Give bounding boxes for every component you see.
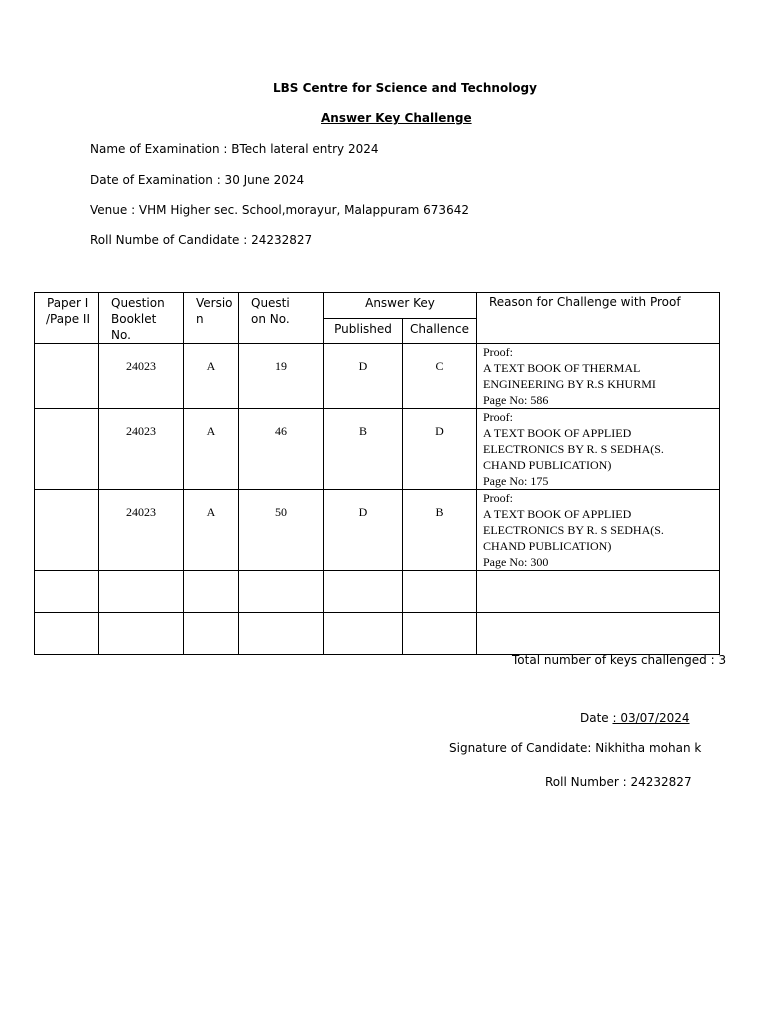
- header-question: Questi on No.: [239, 293, 324, 344]
- proof-cell: Proof: A TEXT BOOK OF THERMAL ENGINEERING BY R.S KHURMI Page No: 586: [477, 344, 720, 409]
- paper-cell: [35, 490, 99, 571]
- header-version: Versio n: [184, 293, 239, 344]
- date-value: : 03/07/2024: [612, 711, 690, 725]
- published-cell: D: [324, 490, 403, 571]
- paper-cell: [35, 344, 99, 409]
- challenge-cell: D: [403, 409, 477, 490]
- table-header-row: [35, 293, 720, 319]
- roll-number-field: Roll Numbe of Candidate : 24232827: [90, 233, 313, 247]
- signed-date: [580, 711, 690, 725]
- published-cell: D: [324, 344, 403, 409]
- version-cell: A: [184, 490, 239, 571]
- header-paper: Paper I /Pape II: [35, 293, 99, 344]
- paper-cell: [35, 409, 99, 490]
- header-answer-key: Answer Key: [324, 293, 477, 319]
- proof-cell: Proof: A TEXT BOOK OF APPLIED ELECTRONICS BY R. S SEDHA(S. CHAND PUBLICATION) Page No: 175: [477, 409, 720, 490]
- question-cell: 19: [239, 344, 324, 409]
- booklet-cell: 24023: [99, 344, 184, 409]
- footer-roll-number: Roll Number : 24232827: [545, 775, 692, 789]
- header-challence: Challence: [403, 318, 477, 344]
- organization-title: LBS Centre for Science and Technology: [273, 81, 537, 95]
- header-booklet: Question Booklet No.: [99, 293, 184, 344]
- exam-name-field: Name of Examination : BTech lateral entry 2024: [90, 142, 379, 156]
- question-cell: 46: [239, 409, 324, 490]
- proof-cell: Proof: A TEXT BOOK OF APPLIED ELECTRONICS BY R. S SEDHA(S. CHAND PUBLICATION) Page No: 300: [477, 490, 720, 571]
- challenge-cell: C: [403, 344, 477, 409]
- challenge-cell: B: [403, 490, 477, 571]
- table-row: [35, 409, 720, 490]
- venue-field: Venue : VHM Higher sec. School,morayur, Malappuram 673642: [90, 203, 469, 217]
- table-row: [35, 490, 720, 571]
- header-reason: Reason for Challenge with Proof: [477, 293, 720, 344]
- version-cell: A: [184, 344, 239, 409]
- published-cell: B: [324, 409, 403, 490]
- challenge-table: [34, 292, 720, 655]
- version-cell: A: [184, 409, 239, 490]
- question-cell: 50: [239, 490, 324, 571]
- total-keys-challenged: Total number of keys challenged : 3: [512, 653, 727, 667]
- candidate-signature: Signature of Candidate: Nikhitha mohan k: [449, 741, 702, 755]
- booklet-cell: 24023: [99, 409, 184, 490]
- table-row-empty: [35, 571, 720, 613]
- date-label: Date: [580, 711, 613, 725]
- header-published: Published: [324, 318, 403, 344]
- exam-date-field: Date of Examination : 30 June 2024: [90, 173, 305, 187]
- document-title: Answer Key Challenge: [321, 111, 472, 125]
- booklet-cell: 24023: [99, 490, 184, 571]
- table-row-empty: [35, 613, 720, 655]
- table-row: [35, 344, 720, 409]
